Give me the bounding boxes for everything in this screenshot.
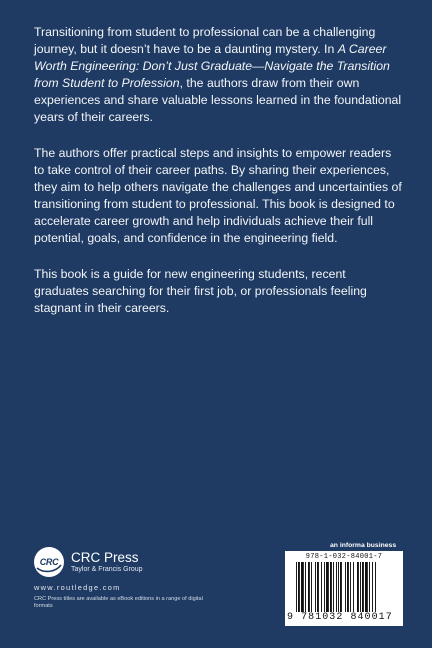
publisher-block xyxy=(34,547,254,610)
book-title: A Career Worth Engineering: Don’t Just Graduate—Navigate the Transition from Student to Profession xyxy=(34,42,390,90)
publisher-url: www.routledge.com xyxy=(34,583,121,592)
barcode-bars xyxy=(296,562,392,612)
crc-press-logo-icon xyxy=(34,547,64,577)
publisher-logo-row xyxy=(34,547,254,577)
blurb-p1-rest: , the authors draw from their own experiences and share valuable lessons learned in the foundational years of their careers. xyxy=(34,76,402,124)
blurb-paragraph-3: This book is a guide for new engineering students, recent graduates searching for their first job, or professionals feeling stagnant in their careers. xyxy=(34,267,367,315)
barcode-digits: 9 781032 840017 xyxy=(287,612,393,623)
informa-label: an informa business xyxy=(330,542,397,549)
blurb-paragraph-2: The authors offer practical steps and insights to empower readers to take control of their career paths. By sharing their experiences, they aim to help others navigate the challenges and uncertainties of transitioning from student to professional. This book is designed to accelerate career growth and help individuals achieve their full potential, goals, and confidence in the engineering field. xyxy=(34,146,402,245)
blurb-p1-intro: Transitioning from student to professional can be a challenging journey, but it doesn’t have to be a daunting mystery. In xyxy=(34,25,376,56)
back-cover-blurb xyxy=(34,24,402,336)
publisher-name: CRC Press xyxy=(71,549,139,565)
isbn-number: 978-1-032-84001-7 xyxy=(305,553,383,561)
blurb-paragraph-1 xyxy=(34,24,402,126)
crc-logo-text: CRC xyxy=(39,557,59,567)
publisher-names xyxy=(71,551,143,574)
isbn-barcode xyxy=(285,551,403,626)
publisher-group: Taylor & Francis Group xyxy=(71,565,143,573)
ebook-note: CRC Press titles are available as eBook editions in a range of digital formats xyxy=(34,596,203,609)
